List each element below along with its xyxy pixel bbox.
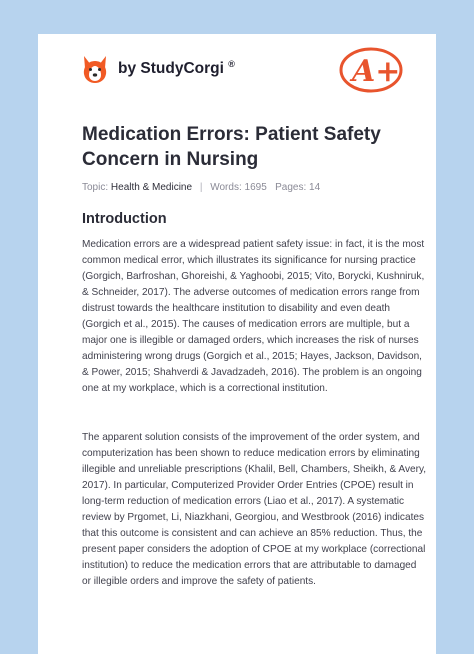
pages-label: Pages: — [275, 182, 307, 193]
words-count: 1695 — [244, 182, 267, 193]
document-meta — [82, 182, 320, 193]
pages-count: 14 — [309, 182, 321, 193]
section-heading: Introduction — [82, 211, 167, 227]
meta-divider: | — [199, 182, 203, 193]
document-title: Medication Errors: Patient Safety Concern in Nursing — [82, 124, 381, 170]
svg-text:A+: A+ — [352, 54, 401, 89]
grade-a-plus-badge — [338, 44, 408, 94]
paragraph: The apparent solution consists of the improvement of the order system, and computerization has been shown to reduce medication errors by eliminating illegible and unreliable prescriptions (Khalil, Bell, Chambers, Sheikh, & Avery, 2017). In particular, Computerized Provider Order Entries (CPOE) result in long-term reduction of medication errors (Liao et al., 2017). A systematic review by Prgomet, Li, Niazkhani, Georgiou, and Westbrook (2016) indicates that this outcome is consistent and can achieve an 85% reduction. Thus, the present paper considers the adoption of CPOE at my workplace (correctional institution) to reduce the medication errors that are attributable to damaged or illegible orders and improve the safety of patients. — [82, 432, 427, 587]
corgi-icon — [80, 54, 110, 84]
document-page — [38, 34, 436, 654]
paragraph: Medication errors are a widespread patient safety issue: in fact, it is the most common medical error, which illustrates its significance for nursing practice (Gorgich, Barfroshan, Ghoreishi, & Yaghoobi, 2015; Vito, Borycki, Kushniruk, & Schneider, 2017). The adverse outcomes of medication errors range from distrust towards the healthcare institution to disability and even death (Gorgich et al., 2015). The causes of medication errors are multiple, but a major one is illegible or damaged orders, which increases the risk of nurses administering wrong drugs (Gorgich et al., 2015; Hayes, Jackson, Davidson, & Power, 2015; Shahverdi & Javadzadeh, 2016). The problem is an ongoing one at my workplace, which is a correctional institution. — [82, 239, 425, 394]
brand-logo[interactable] — [80, 54, 235, 84]
brand-name: by StudyCorgi ® — [118, 59, 235, 78]
topic-label: Topic: — [82, 182, 109, 193]
topic-link[interactable]: Health & Medicine — [110, 182, 193, 193]
words-label: Words: — [210, 182, 242, 193]
